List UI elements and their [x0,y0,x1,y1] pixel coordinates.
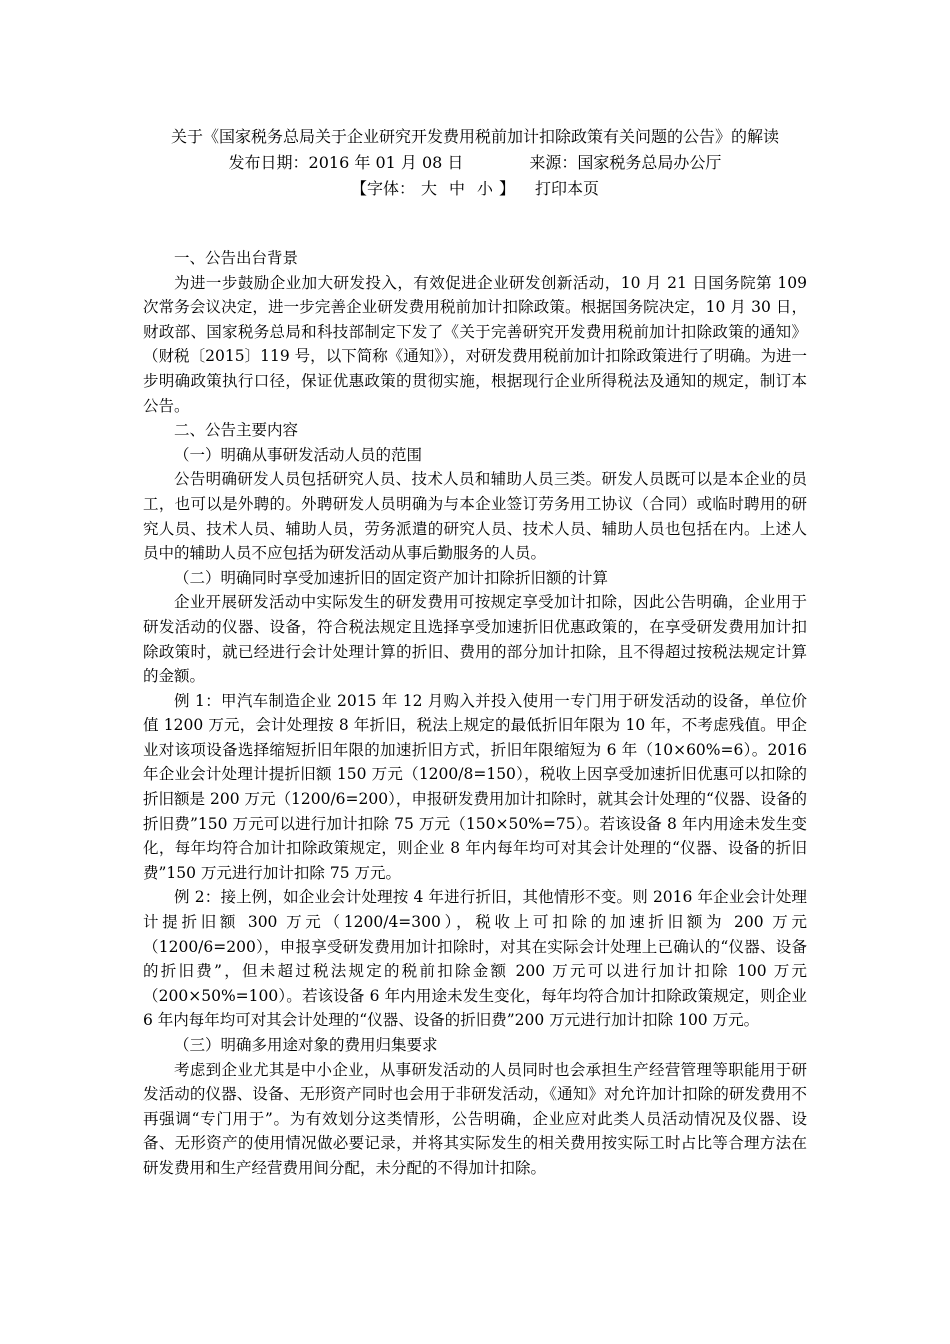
font-small-link[interactable]: 小 [477,179,494,198]
article-title: 关于《国家税务总局关于企业研究开发费用税前加计扣除政策有关问题的公告》的解读 [170,127,779,146]
section-heading: 一、公告出台背景 [174,249,299,267]
body-paragraph: 为进一步鼓励企业加大研发投入，有效促进企业研发创新活动，10 月 21 日国务院第 109 次常务会议决定，进一步完善企业研发费用税前加计扣除政策。根据国务院决定，10 月 30 日，财政部、国家税务总局和科技部制定下发了《关于完善研究开发费用税前加计扣除政策的通知》（财税〔2015〕119 号，以下简称《通知》），对研发费用税前加计扣除政策进行了明确。为进一步明确政策执行口径，保证优惠政策的贯彻实施，根据现行企业所得税法及通知的规定，制订本公告。 [143,273,807,415]
font-large-link[interactable]: 大 [420,179,437,198]
print-page-link[interactable]: 打印本页 [535,179,600,198]
example-paragraph: 例 1：甲汽车制造企业 2015 年 12 月购入并投入使用一专门用于研发活动的设备，单位价值 1200 万元，会计处理按 8 年折旧，税法上规定的最低折旧年限为 10 年，不考虑残值。甲企业对该项设备选择缩短折旧年限的加速折旧方式，折旧年限缩短为 6 年（10×60%=6）。2016 年企业会计处理计提折旧额 150 万元（1200/8=150），税收上因享受加速折旧优惠可以扣除的折旧额是 200 万元（1200/6=200），申报研发费用加计扣除时，就其会计处理的“仪器、设备的折旧费”150 万元可以进行加计扣除 75 万元（150×50%=75）。若该设备 8 年内用途未发生变化，每年均符合加计扣除政策规定，则企业 8 年内每年均可对其会计处理的“仪器、设备的折旧费”150 万元进行加计扣除 75 万元。 [143,691,807,882]
subsection-heading: （一）明确从事研发活动人员的范围 [174,445,423,464]
font-label-prefix: 【字体： [350,179,415,198]
article-meta [0,150,950,176]
article-header [0,124,950,202]
font-medium-link[interactable]: 中 [448,179,465,198]
article-body [143,246,807,1181]
font-size-controls [0,176,950,202]
article-source: 来源：国家税务总局办公厅 [529,153,722,172]
body-paragraph: 公告明确研发人员包括研究人员、技术人员和辅助人员三类。研发人员既可以是本企业的员工，也可以是外聘的。外聘研发人员明确为与本企业签订劳务用工协议（合同）或临时聘用的研究人员、技术人员、辅助人员，劳务派遣的研究人员、技术人员、辅助人员也包括在内。上述人员中的辅助人员不应包括为研发活动从事后勤服务的人员。 [143,470,807,563]
subsection-heading: （二）明确同时享受加速折旧的固定资产加计扣除折旧额的计算 [174,568,609,587]
subsection-heading: （三）明确多用途对象的费用归集要求 [174,1036,438,1054]
body-paragraph: 企业开展研发活动中实际发生的研发费用可按规定享受加计扣除，因此公告明确，企业用于研发活动的仪器、设备，符合税法规定且选择享受加速折旧优惠政策的，在享受研发费用加计扣除政策时，就已经进行会计处理计算的折旧、费用的部分加计扣除，且不得超过按税法规定计算的金额。 [143,593,807,686]
body-paragraph: 考虑到企业尤其是中小企业，从事研发活动的人员同时也会承担生产经营管理等职能用于研发活动的仪器、设备、无形资产同时也会用于非研发活动，《通知》对允许加计扣除的研发费用不再强调“专门用于”。为有效划分这类情形，公告明确，企业应对此类人员活动情况及仪器、设备、无形资产的使用情况做必要记录，并将其实际发生的相关费用按实际工时占比等合理方法在研发费用和生产经营费用间分配，未分配的不得加计扣除。 [143,1060,807,1177]
font-label-suffix: 】 [499,179,516,198]
section-heading: 二、公告主要内容 [174,421,299,440]
publish-date: 发布日期：2016 年 01 月 08 日 [228,153,464,172]
example-paragraph: 例 2：接上例，如企业会计处理按 4 年进行折旧，其他情形不变。则 2016 年企业会计处理计提折旧额 300 万元（1200/4=300），税收上可扣除的加速折旧额为 200 万元（1200/6=200），申报享受研发费用加计扣除时，对其在实际会计处理上已确认的“仪器、设备的折旧费”，但未超过税法规定的税前扣除金额 200 万元可以进行加计扣除 100 万元（200×50%=100）。若该设备 6 年内用途未发生变化，每年均符合加计扣除政策规定，则企业 6 年内每年均可对其会计处理的“仪器、设备的折旧费”200 万元进行加计扣除 100 万元。 [143,888,807,1030]
